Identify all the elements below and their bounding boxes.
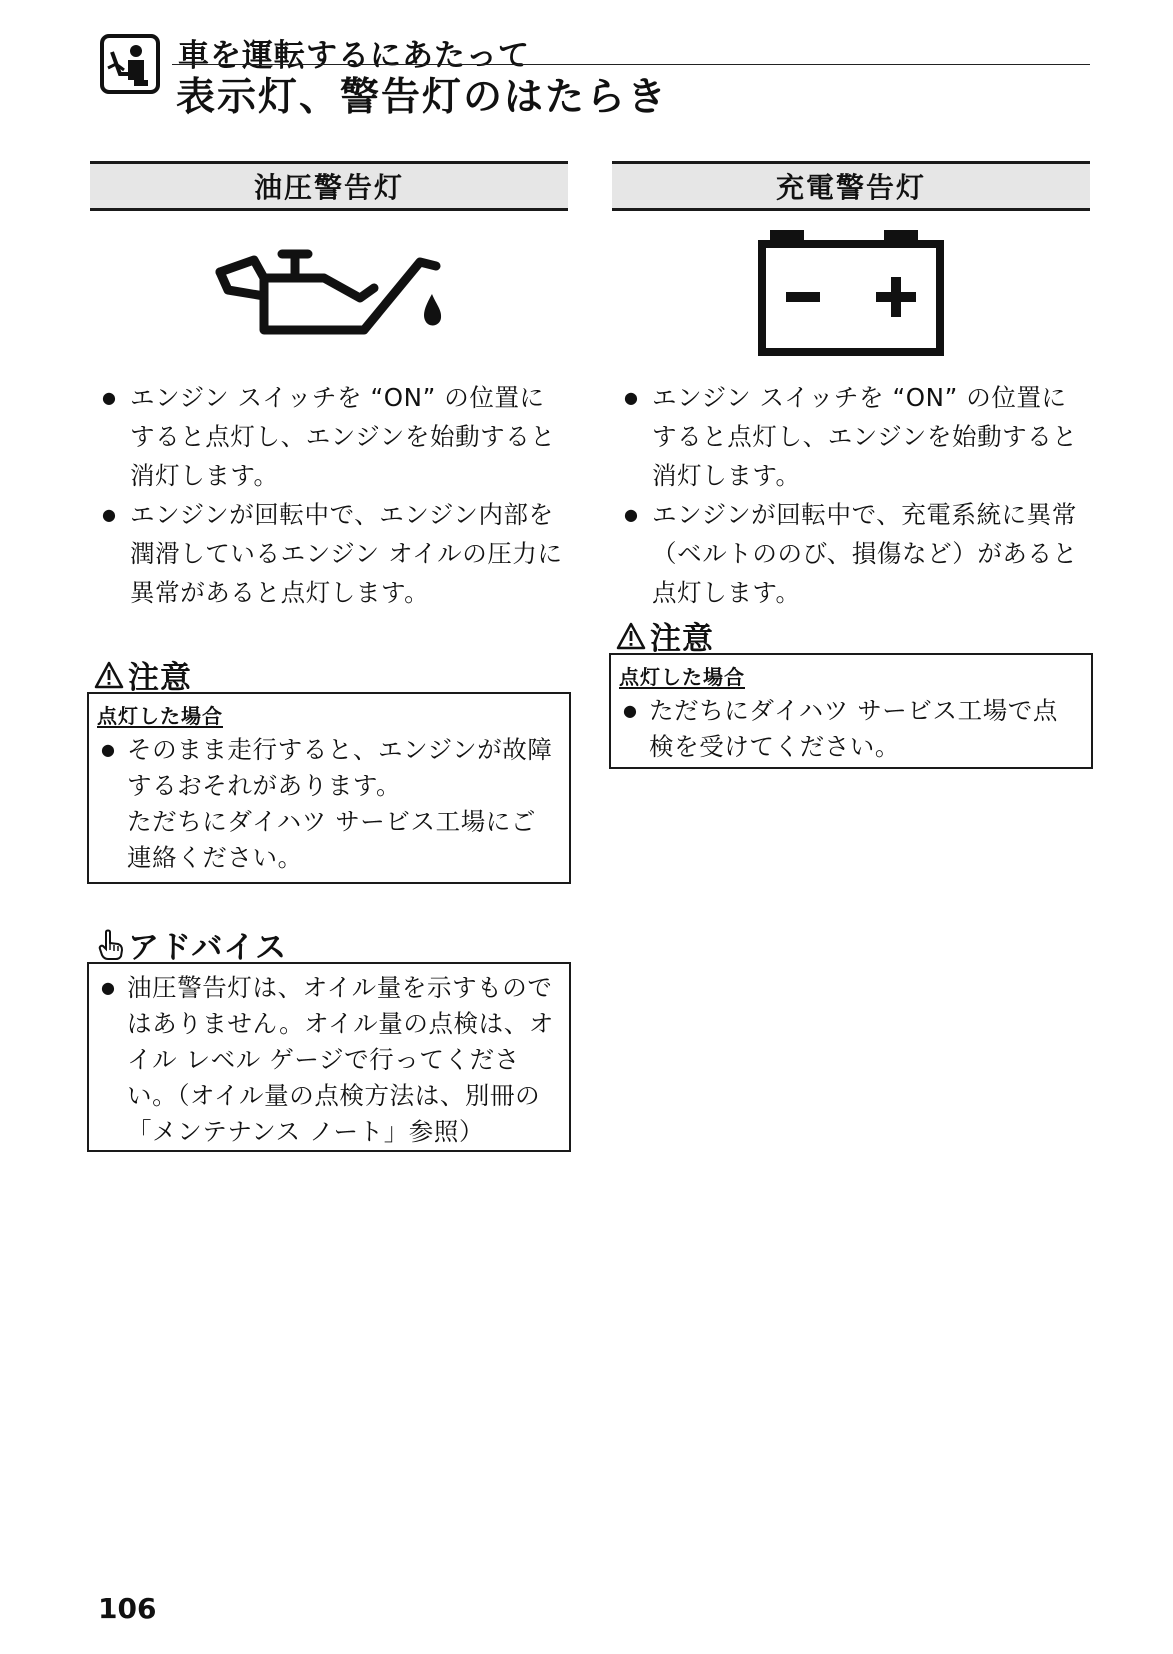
list-item: ● エンジンが回転中で、エンジン内部を潤滑しているエンジン オイルの圧力に異常があると点灯します。 [96, 495, 566, 612]
list-item: ● ただちにダイハツ サービス工場で点検を受けてください。 [619, 693, 1083, 765]
oil-caution-heading-label: 注意 [128, 660, 192, 696]
page-number: 106 [98, 1592, 157, 1625]
oil-caution-heading [94, 652, 192, 697]
charge-caution-box [609, 653, 1093, 769]
oil-caution-followup: ただちにダイハツ サービス工場にご連絡ください。 [127, 807, 537, 872]
battery-icon [758, 230, 944, 356]
list-item: ● エンジン スイッチを “ON” の位置にすると点灯し、エンジンを始動すると消灯します。 [618, 378, 1088, 495]
chapter-subtitle: 車を運転するにあたって [178, 38, 530, 74]
charge-section-title: 充電警告灯 [612, 161, 1090, 211]
oil-advice-box [87, 962, 571, 1152]
list-item: ● エンジンが回転中で、充電系統に異常（ベルトののび、損傷など）があると点灯します。 [618, 495, 1088, 612]
list-item: ● 油圧警告灯は、オイル量を示すものではありません。オイル量の点検は、オイル レベル ゲージで行ってください。（オイル量の点検方法は、別冊の「メンテナンス ノート」参照） [97, 970, 561, 1150]
charge-caution-heading-label: 注意 [650, 621, 714, 657]
oil-caution-box [87, 692, 571, 884]
warning-triangle-icon [94, 661, 124, 689]
list-item: ● そのまま走行すると、エンジンが故障するおそれがあります。 [97, 732, 561, 804]
driver-icon [100, 34, 160, 94]
oil-pressure-section-title: 油圧警告灯 [90, 161, 568, 211]
pointing-hand-icon [98, 929, 124, 961]
oil-advice-heading-label: アドバイス [128, 930, 288, 966]
list-item: ● エンジン スイッチを “ON” の位置にすると点灯し、エンジンを始動すると消灯します。 [96, 378, 566, 495]
oil-pressure-description [96, 378, 566, 612]
page-title: 表示灯、警告灯のはたらき [176, 75, 669, 120]
warning-triangle-icon [616, 622, 646, 650]
header-rule [172, 64, 1090, 65]
charge-caution-heading [616, 613, 714, 658]
oil-advice-heading [98, 922, 287, 967]
oil-can-icon [214, 246, 446, 336]
oil-caution-condition: 点灯した場合 [97, 704, 223, 728]
charge-caution-condition: 点灯した場合 [619, 665, 745, 689]
charge-description [618, 378, 1088, 612]
